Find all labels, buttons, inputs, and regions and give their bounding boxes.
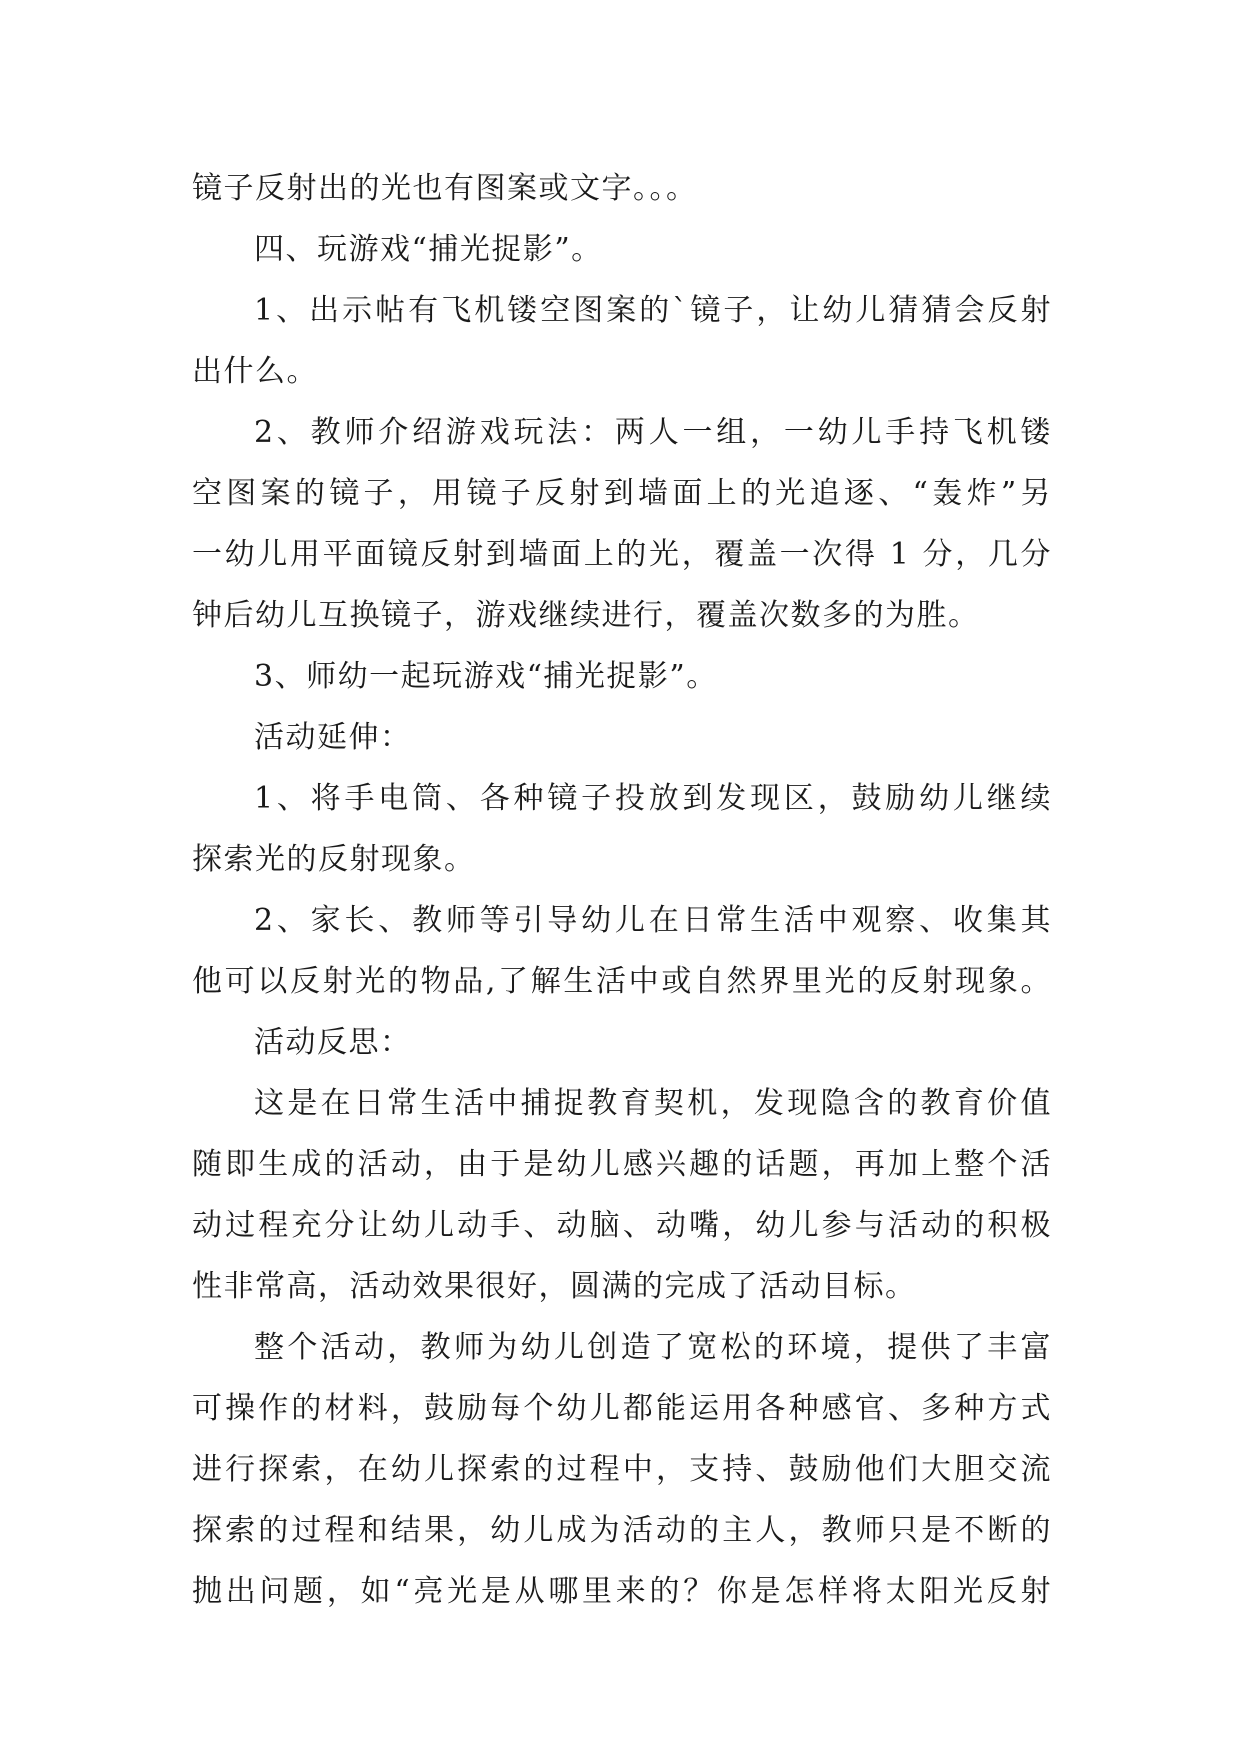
text-line: 探索的过程和结果，幼儿成为活动的主人，教师只是不断的 <box>192 1513 1052 1548</box>
text-line: 镜子反射出的光也有图案或文字。。。 <box>192 171 698 206</box>
text-line: 活动延伸： <box>254 720 412 755</box>
text-line: 进行探索，在幼儿探索的过程中，支持、鼓励他们大胆交流 <box>192 1452 1052 1487</box>
text-line: 可操作的材料，鼓励每个幼儿都能运用各种感官、多种方式 <box>192 1391 1052 1426</box>
text-line: 随即生成的活动，由于是幼儿感兴趣的话题，再加上整个活 <box>192 1147 1052 1182</box>
text-line: 动过程充分让幼儿动手、动脑、动嘴，幼儿参与活动的积极 <box>192 1208 1052 1243</box>
text-line: 四、玩游戏“捕光捉影”。 <box>254 232 603 267</box>
text-line: 活动反思： <box>254 1025 412 1060</box>
text-line: 探索光的反射现象。 <box>192 842 476 877</box>
text-line: 1、将手电筒、各种镜子投放到发现区，鼓励幼儿继续 <box>254 781 1052 816</box>
text-line: 整个活动，教师为幼儿创造了宽松的环境，提供了丰富 <box>254 1330 1052 1365</box>
text-line: 2、教师介绍游戏玩法：两人一组，一幼儿手持飞机镂 <box>254 415 1052 450</box>
text-line: 1、出示帖有飞机镂空图案的`镜子，让幼儿猜猜会反射 <box>254 293 1052 328</box>
text-line: 钟后幼儿互换镜子，游戏继续进行，覆盖次数多的为胜。 <box>192 598 980 633</box>
text-line: 出什么。 <box>192 354 318 389</box>
text-line: 抛出问题，如“亮光是从哪里来的？你是怎样将太阳光反射 <box>192 1574 1052 1609</box>
text-line: 2、家长、教师等引导幼儿在日常生活中观察、收集其 <box>254 903 1052 938</box>
text-line: 他可以反射光的物品,了解生活中或自然界里光的反射现象。 <box>192 964 1052 999</box>
text-line: 这是在日常生活中捕捉教育契机，发现隐含的教育价值 <box>254 1086 1052 1121</box>
text-line: 性非常高，活动效果很好，圆满的完成了活动目标。 <box>192 1269 917 1304</box>
document-body <box>192 158 1052 1622</box>
text-line: 空图案的镜子，用镜子反射到墙面上的光追逐、“轰炸”另 <box>192 476 1052 511</box>
text-line: 一幼儿用平面镜反射到墙面上的光，覆盖一次得 1 分，几分 <box>192 537 1052 572</box>
text-line: 3、师幼一起玩游戏“捕光捉影”。 <box>254 659 718 694</box>
